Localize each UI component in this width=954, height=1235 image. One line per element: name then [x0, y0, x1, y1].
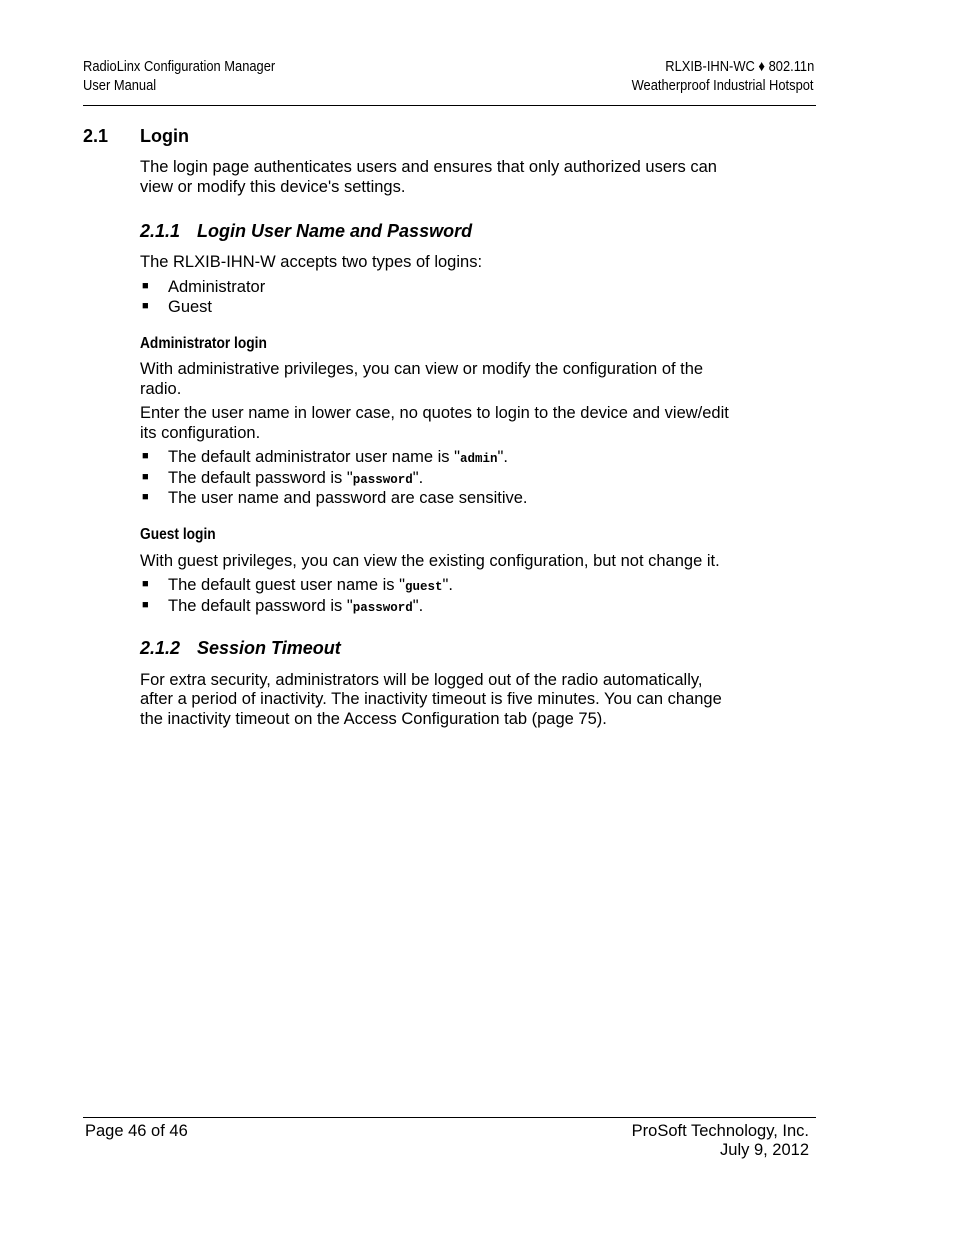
guest-default-username: The default guest user name is "guest". [168, 576, 453, 594]
admin-case-sensitive-note: The user name and password are case sensitive. [168, 489, 528, 507]
code-admin: admin [460, 452, 498, 466]
section-title: Login [140, 126, 189, 146]
header-rule [83, 105, 816, 106]
section-intro-line2: view or modify this device's settings. [140, 178, 406, 196]
footer-date: July 9, 2012 [720, 1141, 809, 1159]
admin-para2-line1: Enter the user name in lower case, no quotes to login to the device and view/edit [140, 404, 729, 422]
admin-default-username: The default administrator user name is "admin". [168, 448, 508, 466]
square-bullet-icon: ■ [142, 300, 149, 312]
subsection1-intro: The RLXIB-IHN-W accepts two types of logins: [140, 253, 483, 271]
square-bullet-icon: ■ [142, 471, 149, 483]
admin-para1-line2: radio. [140, 380, 182, 398]
code-guest: guest [405, 580, 443, 594]
code-password: password [352, 473, 413, 487]
header-product-description: Weatherproof Industrial Hotspot [632, 77, 814, 94]
header-product-name: RadioLinx Configuration Manager [83, 58, 276, 75]
timeout-line3: the inactivity timeout on the Access Configuration tab (page 75). [140, 710, 607, 728]
square-bullet-icon: ■ [142, 491, 149, 503]
footer-company: ProSoft Technology, Inc. [631, 1122, 809, 1140]
header-document-type: User Manual [83, 77, 157, 94]
subsection1-title: Login User Name and Password [197, 221, 473, 241]
header-model: RLXIB-IHN-WC ♦ 802.11n [664, 58, 814, 75]
admin-login-heading: Administrator login [140, 335, 267, 352]
square-bullet-icon: ■ [142, 578, 149, 590]
square-bullet-icon: ■ [142, 280, 149, 292]
footer-page-number: Page 46 of 46 [85, 1122, 188, 1140]
login-type-guest: Guest [168, 298, 213, 316]
guest-login-heading: Guest login [140, 526, 216, 543]
subsection1-number: 2.1.1 [140, 221, 181, 241]
admin-default-password: The default password is "password". [168, 469, 424, 487]
login-type-administrator: Administrator [168, 278, 266, 296]
subsection2-title: Session Timeout [197, 638, 341, 658]
admin-para1-line1: With administrative privileges, you can view or modify the configuration of the [140, 360, 704, 378]
code-password: password [352, 601, 413, 615]
admin-para2-line2: its configuration. [140, 424, 261, 442]
timeout-line2: after a period of inactivity. The inactivity timeout is five minutes. You can change [140, 690, 722, 708]
square-bullet-icon: ■ [142, 450, 149, 462]
guest-para: With guest privileges, you can view the existing configuration, but not change it. [140, 552, 720, 570]
section-number: 2.1 [83, 126, 109, 146]
subsection2-number: 2.1.2 [140, 638, 181, 658]
timeout-line1: For extra security, administrators will be logged out of the radio automatically, [140, 671, 703, 689]
square-bullet-icon: ■ [142, 599, 149, 611]
footer-rule [83, 1117, 816, 1118]
guest-default-password: The default password is "password". [168, 597, 424, 615]
section-intro-line1: The login page authenticates users and ensures that only authorized users can [140, 158, 717, 176]
